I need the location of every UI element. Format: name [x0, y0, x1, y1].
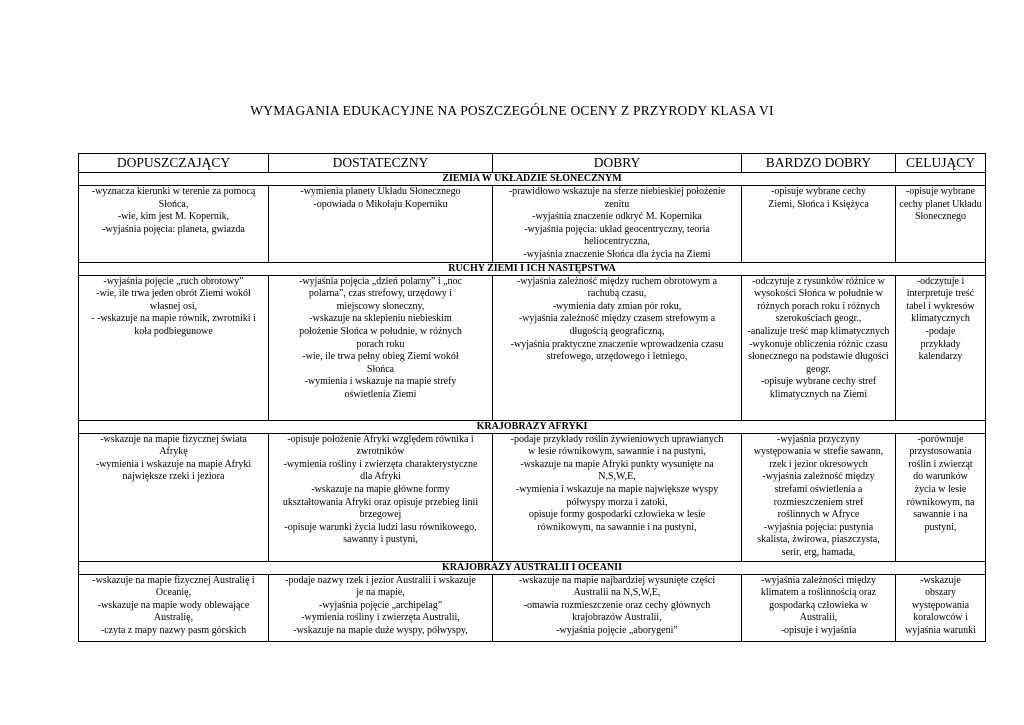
requirement-cell-bardzo-dobry: [742, 433, 896, 561]
requirement-text-line: -wyjaśnia znaczenie Słońca dla życia na Ziemi: [523, 248, 711, 260]
requirement-text-line: -wymienia daty zmian pór roku,: [552, 300, 682, 312]
requirement-text-line: -porównuje: [917, 433, 964, 445]
requirement-text-line: -wskazuje na mapie fizycznej Australię i: [92, 574, 255, 586]
requirement-text-line: strefowego, urzędowego i letniego,: [546, 351, 688, 363]
requirement-text-line: -opowiada o Mikołaju Koperniku: [313, 198, 448, 210]
requirement-text-line: roślinnych w Afryce: [777, 509, 860, 521]
requirement-text-line: -podaje nazwy rzek i jezior Australii i wskazuje: [285, 574, 476, 586]
requirement-text-line: opisuje formy gospodarki człowieka w lesie: [528, 509, 706, 521]
requirement-text-line: skalista, żwirowa, piaszczysta,: [757, 534, 880, 546]
requirement-text-line: -wyznacza kierunki w terenie za pomocą: [91, 186, 256, 197]
requirement-text-line: strefami oświetlenia a: [774, 483, 863, 495]
document-title: WYMAGANIA EDUKACYJNE NA POSZCZEGÓLNE OCENY Z PRZYRODY KLASA VI: [250, 103, 774, 118]
requirement-text-line: porach roku: [356, 338, 405, 350]
requirement-text-line: -wyjaśnia zależności między: [761, 574, 876, 586]
requirement-text-line: -wyjaśnia pojęcia: układ geocentryczny, teoria: [524, 223, 710, 235]
requirement-text-line: Afrykę: [159, 446, 188, 458]
requirement-cell-dostateczny: [269, 186, 493, 263]
section-heading-row: [79, 173, 986, 186]
requirement-text-line: geogr.: [806, 363, 831, 375]
requirement-text-line: polarna”, czas strefowy, urzędowy i: [308, 288, 453, 300]
requirement-text-line: wyjaśnia warunki: [905, 624, 976, 636]
requirement-text-line: heliocentryczna,: [584, 236, 650, 248]
requirement-text-line: -opisuje wybrane: [905, 186, 976, 197]
requirement-text-line: -wskazuje na mapie główne formy: [311, 483, 450, 495]
requirement-text-line: -opisuje wybrane cechy: [771, 186, 866, 197]
requirement-text-line: -odczytuje i: [916, 275, 965, 287]
requirement-text-line: -odczytuje z rysunków różnice w: [752, 275, 885, 287]
requirements-table: [78, 153, 986, 642]
column-header-bardzo-dobry: BARDZO DOBRY: [742, 154, 896, 173]
requirement-text-line: własnej osi,: [149, 300, 198, 312]
requirement-text-line: wysokości Słońca w południe w: [754, 288, 883, 300]
requirement-cell-bardzo-dobry: [742, 275, 896, 420]
requirement-text-line: życia w lesie: [914, 483, 967, 495]
requirement-cell-celujacy: [896, 574, 986, 641]
requirement-text-line: słonecznego na podstawie długości: [748, 351, 889, 363]
requirement-text-line: przystosowania: [909, 446, 972, 458]
requirement-text-line: tabel i wykresów: [906, 300, 975, 312]
section-content-row: [79, 433, 986, 561]
requirement-text-line: sawanny i pustyni,: [343, 534, 418, 546]
requirement-text-line: -wie, ile trwa jeden obrót Ziemi wokół: [96, 288, 251, 300]
requirement-text-line: -prawidłowo wskazuje na sferze niebieskiej położenie: [508, 186, 726, 197]
requirement-cell-bardzo-dobry: [742, 186, 896, 263]
section-heading: KRAJOBRAZY AUSTRALII I OCEANII: [79, 561, 986, 574]
requirement-text-line: -wyjaśnia pojęcie „ruch obrotowy”: [103, 275, 244, 287]
requirement-text-line: -wyjaśnia pojęcia: planeta, gwiazda: [102, 223, 245, 235]
section-heading: ZIEMIA W UKŁADZIE SŁONECZNYM: [79, 173, 986, 186]
requirement-text-line: roślin i zwierząt: [908, 458, 973, 470]
requirement-text-line: -wie, kim jest M. Kopernik,: [117, 211, 230, 223]
requirement-text-line: interpretuje treść: [906, 288, 975, 300]
requirement-cell-bardzo-dobry: [742, 574, 896, 641]
requirement-text-line: Ziemi, Słońca i Księżyca: [768, 198, 869, 210]
requirement-text-line: -wyjaśnia zależność między: [762, 471, 875, 483]
requirement-cell-dobry: [493, 186, 742, 263]
requirement-text-line: Australię,: [153, 612, 194, 624]
section-content-row: [79, 574, 986, 641]
requirement-cell-dopuszczajacy: [79, 186, 269, 263]
requirement-text-line: gospodarką człowieka w: [769, 599, 868, 611]
requirement-text-line: -opisuje położenie Afryki względem równika i: [287, 433, 474, 445]
column-header-dopuszczajacy: DOPUSZCZAJĄCY: [79, 154, 269, 173]
requirement-text-line: Oceanię,: [155, 587, 192, 599]
requirement-text-line: -wyjaśnia pojęcie „archipelag”: [318, 599, 443, 611]
requirement-text-line: koła podbiegunowe: [134, 325, 213, 337]
requirement-text-line: Słońca,: [158, 198, 189, 210]
requirement-text-line: -wskazuje na mapie wody oblewające: [97, 599, 250, 611]
requirement-text-line: -wyjaśnia zależność między czasem strefowym a: [518, 313, 716, 325]
requirement-text-line: N,S,W,E,: [598, 471, 636, 483]
requirement-text-line: -wymienia i wskazuje na mapie Afryki: [95, 458, 252, 470]
requirement-text-line: Słonecznego: [914, 211, 967, 223]
section-heading-row: [79, 561, 986, 574]
requirement-text-line: równikowym, na sawannie i na pustyni,: [537, 521, 697, 533]
section-content-row: [79, 275, 986, 420]
requirement-text-line: zwrotników: [356, 446, 405, 458]
requirement-text-line: -analizuje treść map klimatycznych: [747, 325, 890, 337]
requirement-cell-celujacy: [896, 275, 986, 420]
requirement-text-line: -wyjaśnia pojęcia „dzień polarny” i „noc: [299, 275, 462, 287]
requirement-text-line: -wskazuje na mapie Afryki punkty wysunięte na: [520, 458, 714, 470]
requirement-cell-celujacy: [896, 186, 986, 263]
requirement-text-line: -omawia rozmieszczenie oraz cechy głównych: [523, 599, 711, 611]
requirement-text-line: równikowym, na: [906, 496, 975, 508]
requirement-text-line: Australii na N,S,W,E,: [573, 587, 661, 599]
requirement-text-line: zenitu: [604, 198, 630, 210]
requirement-text-line: -opisuje wybrane cechy stref: [760, 376, 877, 388]
requirement-text-line: -wyjaśnia pojęcie „aborygeni”: [556, 624, 678, 636]
requirement-text-line: -wyjaśnia zależność między ruchem obrotowym a: [516, 275, 718, 287]
requirement-cell-dopuszczajacy: [79, 433, 269, 561]
requirement-text-line: klimatycznych na Ziemi: [769, 388, 868, 400]
requirement-text-line: rachubą czasu,: [587, 288, 647, 300]
requirement-text-line: serir, erg, hamada,: [781, 546, 856, 558]
column-header-dostateczny: DOSTATECZNY: [269, 154, 493, 173]
requirement-text-line: -wskazuje na mapie fizycznej świata: [100, 433, 247, 445]
requirement-text-line: w lesie równikowym, sawannie i na pustyni,: [528, 446, 706, 458]
requirement-text-line: -podaje: [925, 325, 956, 337]
requirement-text-line: do warunków: [913, 471, 968, 483]
requirement-text-line: koralowców i: [913, 612, 968, 624]
requirement-text-line: -wymienia i wskazuje na mapie największe wyspy: [515, 483, 719, 495]
requirement-text-line: -opisuje i wyjaśnia: [780, 624, 857, 636]
requirement-text-line: -wie, ile trwa pełny obieg Ziemi wokół: [302, 351, 459, 363]
requirement-text-line: -wskazuje na sklepieniu niebieskim: [309, 313, 452, 325]
requirement-text-line: długością geograficzną,: [569, 325, 665, 337]
requirement-cell-dopuszczajacy: [79, 275, 269, 420]
requirement-text-line: położenie Słońca w południe, w różnych: [299, 325, 462, 337]
section-heading-row: [79, 420, 986, 433]
requirement-text-line: obszary: [924, 587, 957, 599]
requirement-text-line: Australii,: [799, 612, 838, 624]
column-header-dobry: DOBRY: [493, 154, 742, 173]
requirement-text-line: różnych porach roku i różnych: [757, 300, 880, 312]
requirement-text-line: oświetlenia Ziemi: [344, 388, 417, 400]
requirement-text-line: -czyta z mapy nazwy pasm górskich: [100, 624, 247, 636]
requirement-text-line: -podaje przykłady roślin żywieniowych uprawianych: [510, 433, 724, 445]
requirement-text-line: sawannie i na: [913, 509, 968, 521]
requirement-text-line: -wyjaśnia przyczyny: [776, 433, 861, 445]
requirement-text-line: Słońca: [366, 363, 395, 375]
requirement-text-line: miejscowy słoneczny,: [336, 300, 425, 312]
column-header-row: [79, 154, 986, 173]
requirement-text-line: największe rzeki i jeziora: [122, 471, 225, 483]
section-heading: KRAJOBRAZY AFRYKI: [79, 420, 986, 433]
requirement-text-line: rozmieszczeniem stref: [773, 496, 864, 508]
requirement-text-line: -wskazuje na mapie duże wyspy, półwyspy,: [293, 624, 468, 636]
requirement-text-line: szerokościach geogr.,: [775, 313, 862, 325]
section-content-row: [79, 186, 986, 263]
requirement-text-line: -wskazuje na mapie najbardziej wysunięte części: [518, 574, 716, 586]
requirement-text-line: klimatycznych: [911, 313, 970, 325]
requirement-text-line: pustyni,: [924, 521, 957, 533]
requirement-text-line: krajobrazów Australii,: [572, 612, 662, 624]
requirement-text-line: -wymienia planety Układu Słonecznego: [300, 186, 461, 197]
section-heading-row: [79, 262, 986, 275]
requirement-cell-dostateczny: [269, 275, 493, 420]
requirement-text-line: -wyjaśnia pojęcia: pustynia: [763, 521, 874, 533]
requirement-text-line: brzegowej: [359, 509, 402, 521]
requirement-text-line: -wskazuje: [920, 574, 961, 586]
section-heading: RUCHY ZIEMI I ICH NASTĘPSTWA: [79, 262, 986, 275]
requirement-cell-dopuszczajacy: [79, 574, 269, 641]
requirement-cell-celujacy: [896, 433, 986, 561]
requirement-text-line: - -wskazuje na mapie równik, zwrotniki i: [91, 313, 256, 325]
requirement-cell-dobry: [493, 433, 742, 561]
requirement-text-line: je na mapie,: [356, 587, 405, 599]
requirement-text-line: rzek i jezior okresowych: [769, 458, 868, 470]
requirement-text-line: półwyspy morza i zatoki,: [566, 496, 668, 508]
requirement-text-line: -wyjaśnia praktyczne znaczenie wprowadzenia czasu: [510, 338, 724, 350]
requirement-cell-dostateczny: [269, 433, 493, 561]
requirement-text-line: -wymienia rośliny i zwierzęta Australii,: [301, 612, 460, 624]
requirement-text-line: cechy planet Układu: [899, 198, 982, 210]
requirement-cell-dobry: [493, 275, 742, 420]
requirement-text-line: -wykonuje obliczenia różnic czasu: [749, 338, 888, 350]
requirement-text-line: dla Afryki: [360, 471, 401, 483]
requirement-cell-dobry: [493, 574, 742, 641]
requirement-text-line: kalendarzy: [918, 351, 963, 363]
requirement-text-line: -wyjaśnia znaczenie odkryć M. Kopernika: [532, 211, 702, 223]
requirement-text-line: przykłady: [920, 338, 961, 350]
requirement-text-line: -wymienia i wskazuje na mapie strefy: [304, 376, 457, 388]
requirement-text-line: -wymienia rośliny i zwierzęta charakterystyczne: [283, 458, 478, 470]
requirement-text-line: ukształtowania Afryki oraz opisuje przebieg linii: [282, 496, 479, 508]
requirement-text-line: występowania w strefie sawann,: [753, 446, 884, 458]
requirement-text-line: -opisuje warunki życia ludzi lasu równikowego,: [284, 521, 477, 533]
requirement-text-line: klimatem a roślinnością oraz: [760, 587, 877, 599]
requirement-text-line: występowania: [911, 599, 970, 611]
column-header-celujacy: CELUJĄCY: [896, 154, 986, 173]
requirement-cell-dostateczny: [269, 574, 493, 641]
